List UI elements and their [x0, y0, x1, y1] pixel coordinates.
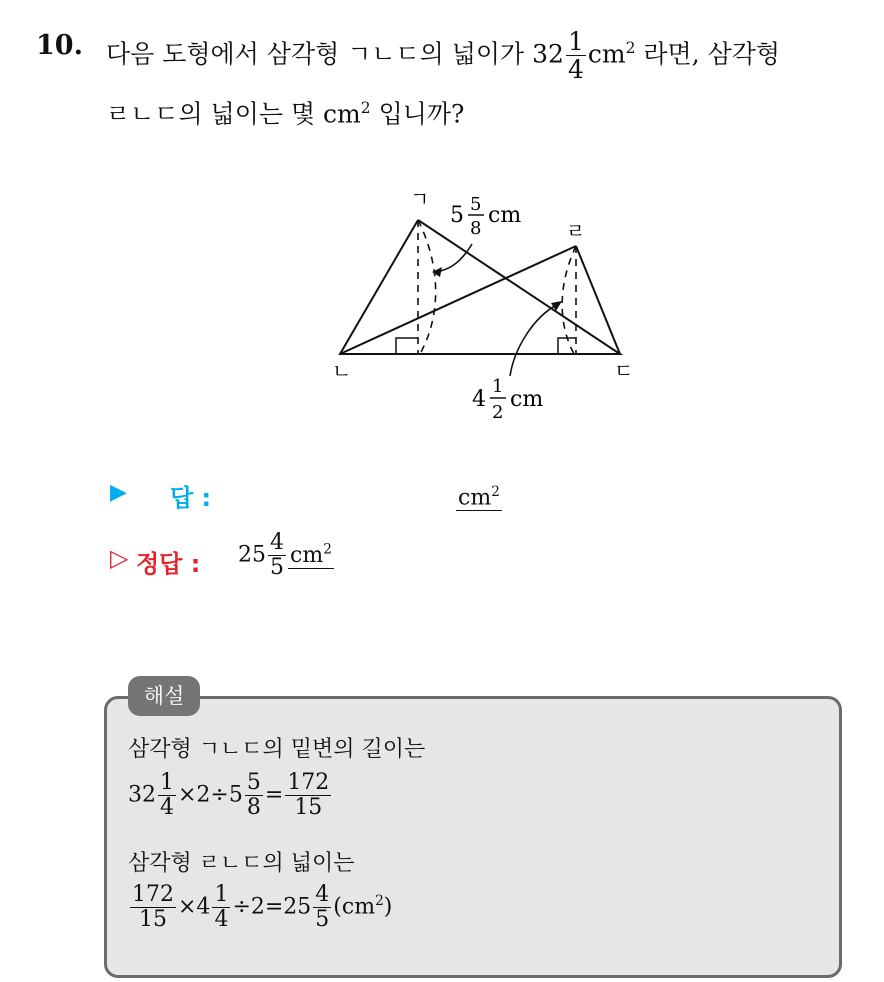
svg-text:1: 1 [492, 376, 504, 397]
side-rd [576, 246, 620, 354]
answer-marker-icon: ▶ [110, 480, 127, 505]
area-fraction: $\frac{1}{4}$ [567, 27, 584, 85]
answer-label: 답 : [170, 484, 212, 512]
correct-marker-icon: ▷ [110, 544, 129, 572]
height-label-2 [472, 376, 543, 423]
question-line-2: ㄹㄴㄷ의 넓이는 몇 $cm^2$ 입니까? [106, 99, 465, 129]
svg-text:2: 2 [492, 402, 504, 423]
label-g: ㄱ [410, 187, 430, 211]
explanation-line-1: 삼각형 ㄱㄴㄷ의 밑변의 길이는 [128, 737, 426, 762]
right-angle-g [396, 338, 418, 354]
svg-text:cm: cm [510, 387, 544, 412]
svg-text:cm: cm [488, 203, 522, 228]
svg-text:5: 5 [450, 203, 464, 228]
correct-label: 정답 : [136, 550, 201, 578]
label-d: ㄷ [614, 359, 634, 383]
answer-blank[interactable]: $cm^2$ [458, 484, 500, 511]
label-r: ㄹ [566, 219, 586, 243]
triangle-figure [320, 180, 650, 440]
explanation-line-3: 삼각형 ㄹㄴㄷ의 넓이는 [128, 851, 355, 876]
correct-value: 25 $\frac{4}{5}$ $cm^2$ [238, 530, 332, 580]
label-n: ㄴ [332, 359, 352, 383]
question-number: 10. [36, 30, 83, 61]
arrow-h2 [510, 304, 558, 376]
svg-text:8: 8 [470, 218, 482, 239]
height-label-1 [450, 194, 521, 239]
svg-text:5: 5 [470, 194, 482, 215]
svg-text:4: 4 [472, 387, 486, 412]
explanation-eq-1: 32 $\frac{1}{4}$ ×2÷5 $\frac{5}{8}$ = $\frac{172}{15}$ [128, 770, 330, 820]
explanation-tag: 해설 [128, 676, 200, 716]
explanation-eq-2: $\frac{172}{15}$ ×4 $\frac{1}{4}$ ÷2=25 $\frac{4}{5}$ $(cm^2)$ [132, 882, 393, 932]
question-line-1: 다음 도형에서 삼각형 ㄱㄴㄷ의 넓이가 32 $\frac{1}{4}$ $cm^2$ 라면, 삼각형 [106, 27, 781, 85]
